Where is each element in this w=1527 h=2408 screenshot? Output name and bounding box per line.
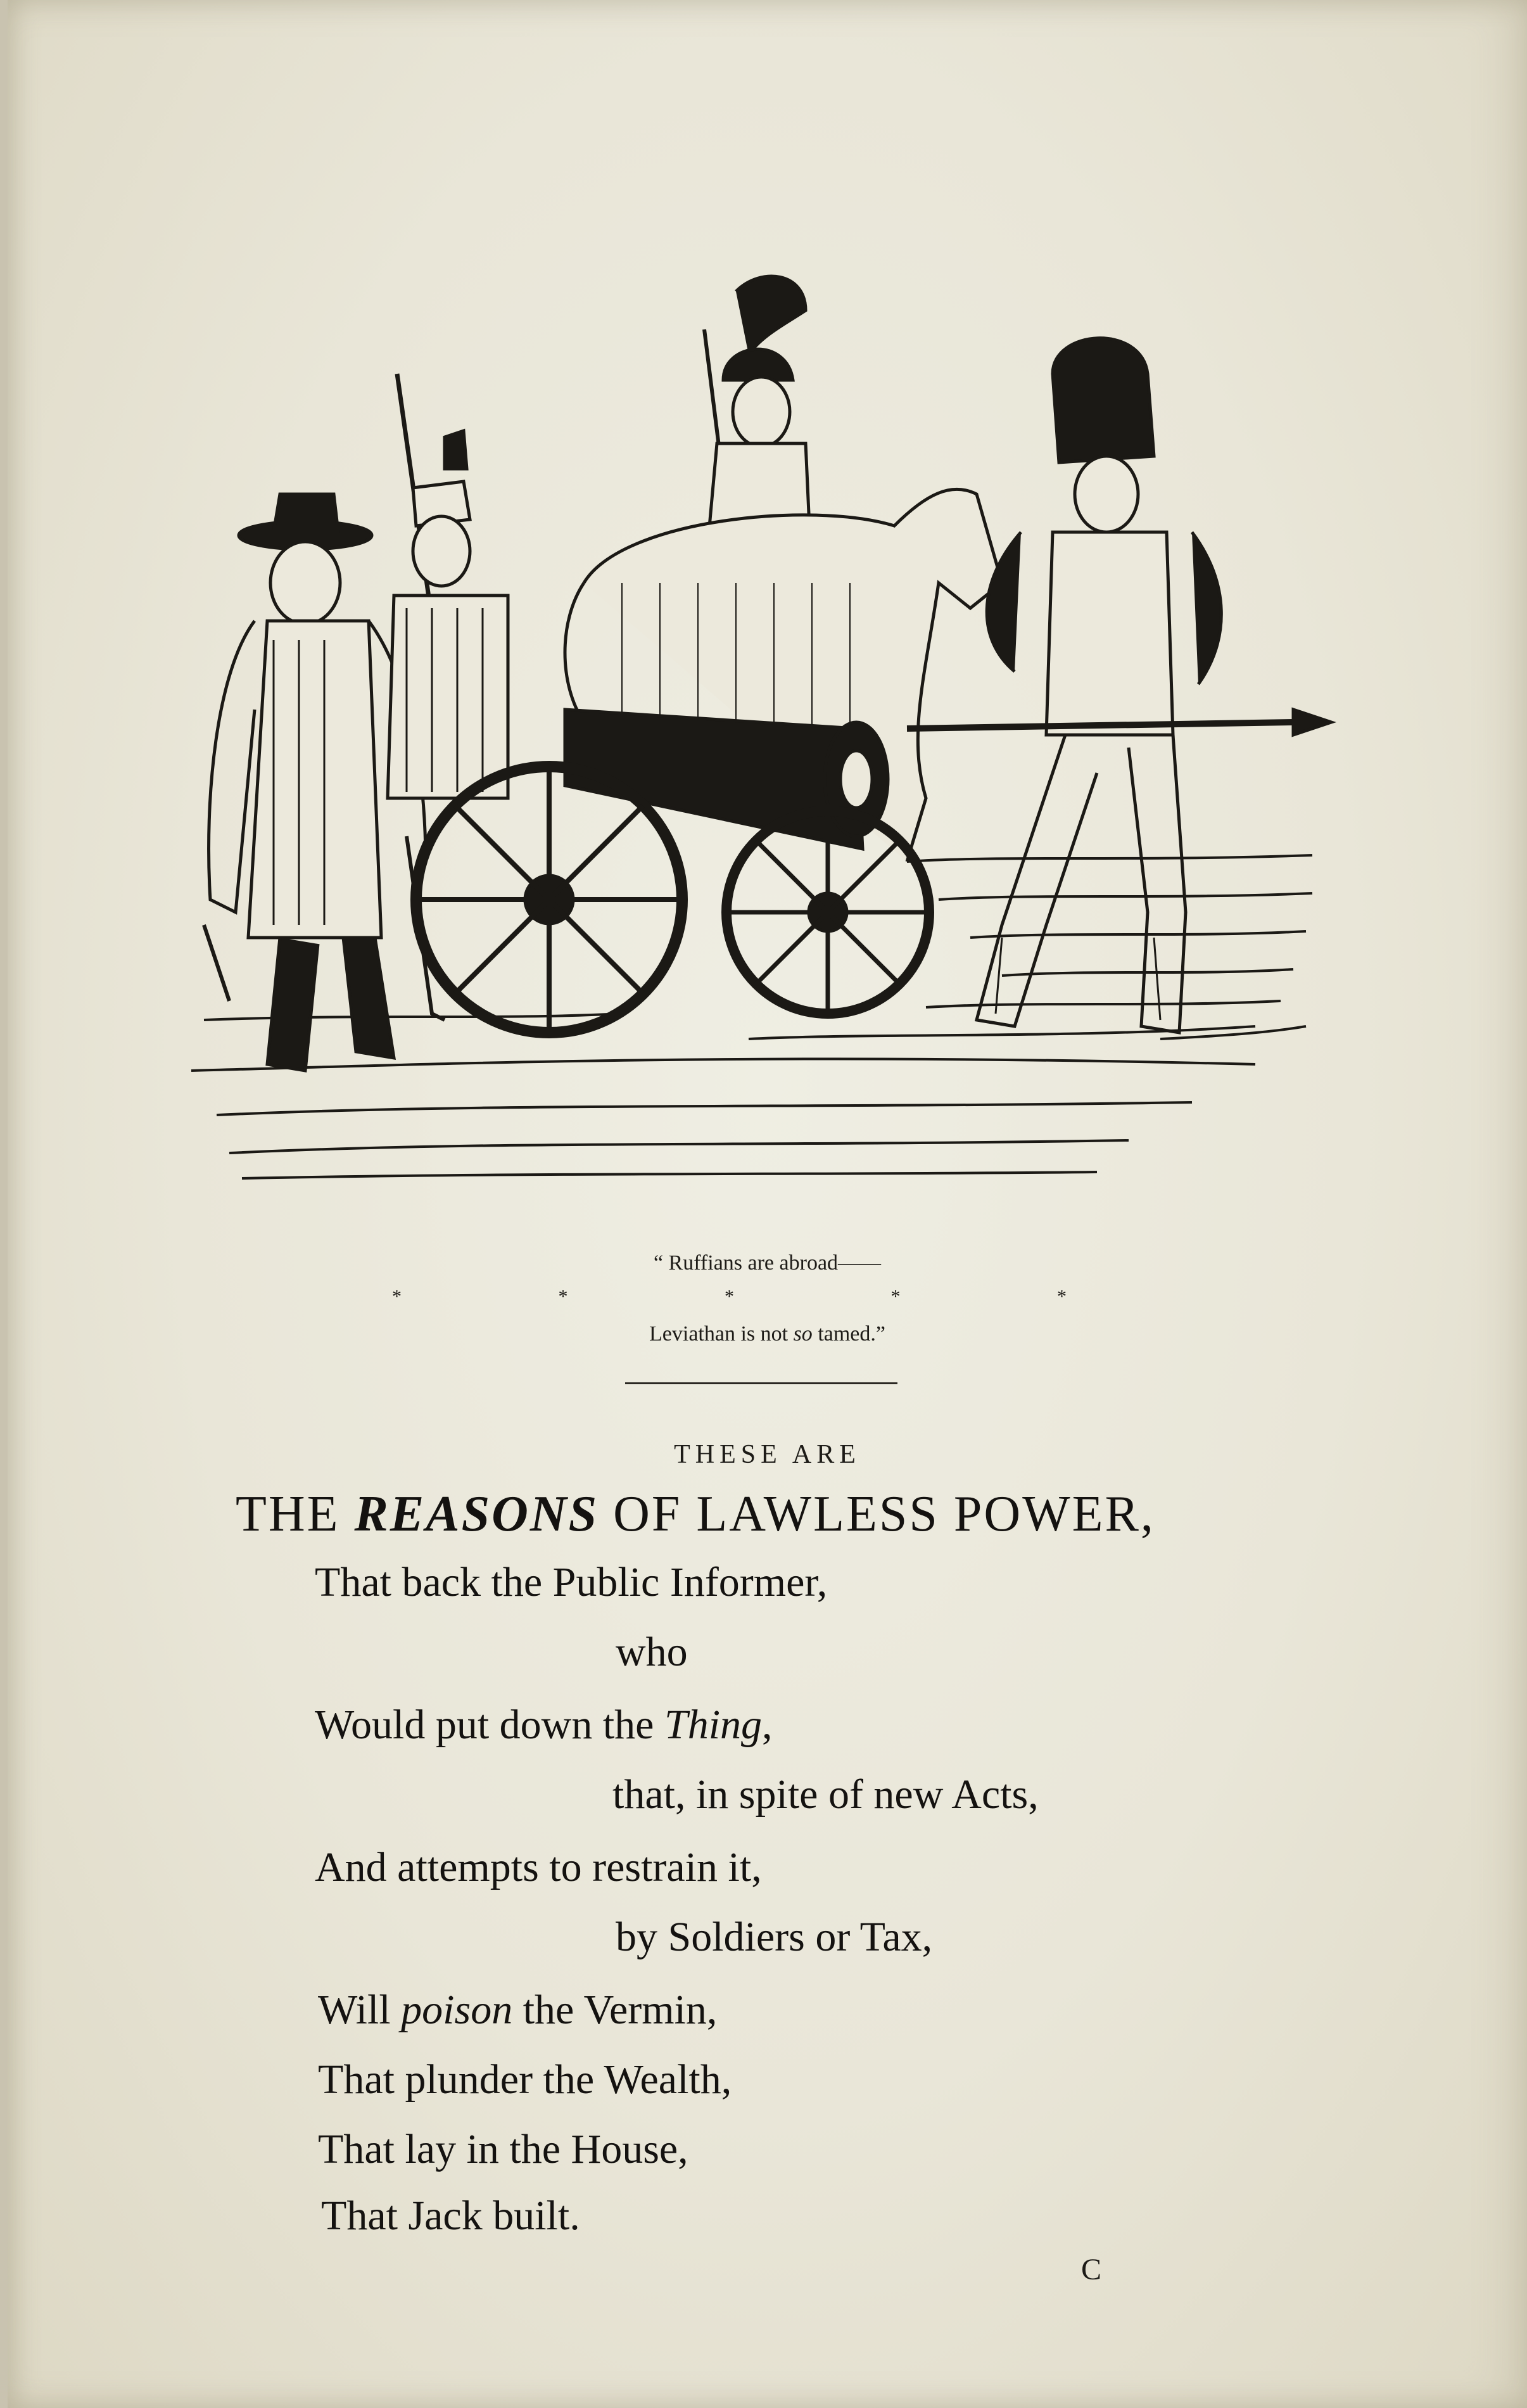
verse-line-7-part-a: Will bbox=[318, 1987, 402, 2033]
verse-line-7-part-b: the Vermin, bbox=[512, 1987, 718, 2033]
caption-line-2-part-b: tamed.” bbox=[812, 1322, 885, 1346]
page-headline bbox=[236, 1486, 1155, 1543]
section-rule bbox=[625, 1382, 897, 1384]
book-page bbox=[8, 0, 1527, 2408]
caption-line-2 bbox=[8, 1322, 1527, 1346]
verse-line-4: that, in spite of new Acts, bbox=[612, 1771, 1039, 1818]
verse-line-10: That Jack built. bbox=[321, 2193, 580, 2239]
signature-mark: C bbox=[1081, 2253, 1102, 2286]
headline-part-b: OF LAWLESS POWER, bbox=[599, 1486, 1155, 1542]
verse-line-2: who bbox=[616, 1629, 688, 1675]
section-kicker: THESE ARE bbox=[674, 1440, 861, 1469]
soldiers-cannon-engraving bbox=[179, 228, 1338, 1229]
verse-line-7 bbox=[318, 1986, 717, 2034]
verse-line-9: That lay in the House, bbox=[318, 2126, 688, 2172]
grenadier-figure bbox=[907, 338, 1331, 1033]
verse-line-5: And attempts to restrain it, bbox=[315, 1844, 762, 1890]
headline-italic: REASONS bbox=[354, 1486, 599, 1542]
headline-part-a: THE bbox=[236, 1486, 355, 1542]
verse-line-6: by Soldiers or Tax, bbox=[616, 1914, 933, 1960]
verse-line-3-part-b: , bbox=[762, 1702, 773, 1748]
verse-line-8: That plunder the Wealth, bbox=[318, 2056, 732, 2103]
verse-line-3-part-a: Would put down the bbox=[315, 1702, 664, 1748]
caption-line-1: “ Ruffians are abroad—— bbox=[653, 1251, 882, 1275]
caption-line-2-part-a: Leviathan is not bbox=[649, 1322, 794, 1346]
verse-line-7-italic: poison bbox=[401, 1987, 513, 2033]
caption-line-2-italic: so bbox=[793, 1322, 813, 1346]
verse-line-1: That back the Public Informer, bbox=[315, 1559, 828, 1605]
rifleman-figure bbox=[388, 374, 508, 798]
woodcut-illustration bbox=[179, 228, 1338, 1229]
verse-line-3-italic: Thing bbox=[664, 1702, 763, 1748]
verse-line-3 bbox=[315, 1701, 773, 1749]
caption-ellipsis-stars: * * * * * bbox=[392, 1286, 1143, 1307]
